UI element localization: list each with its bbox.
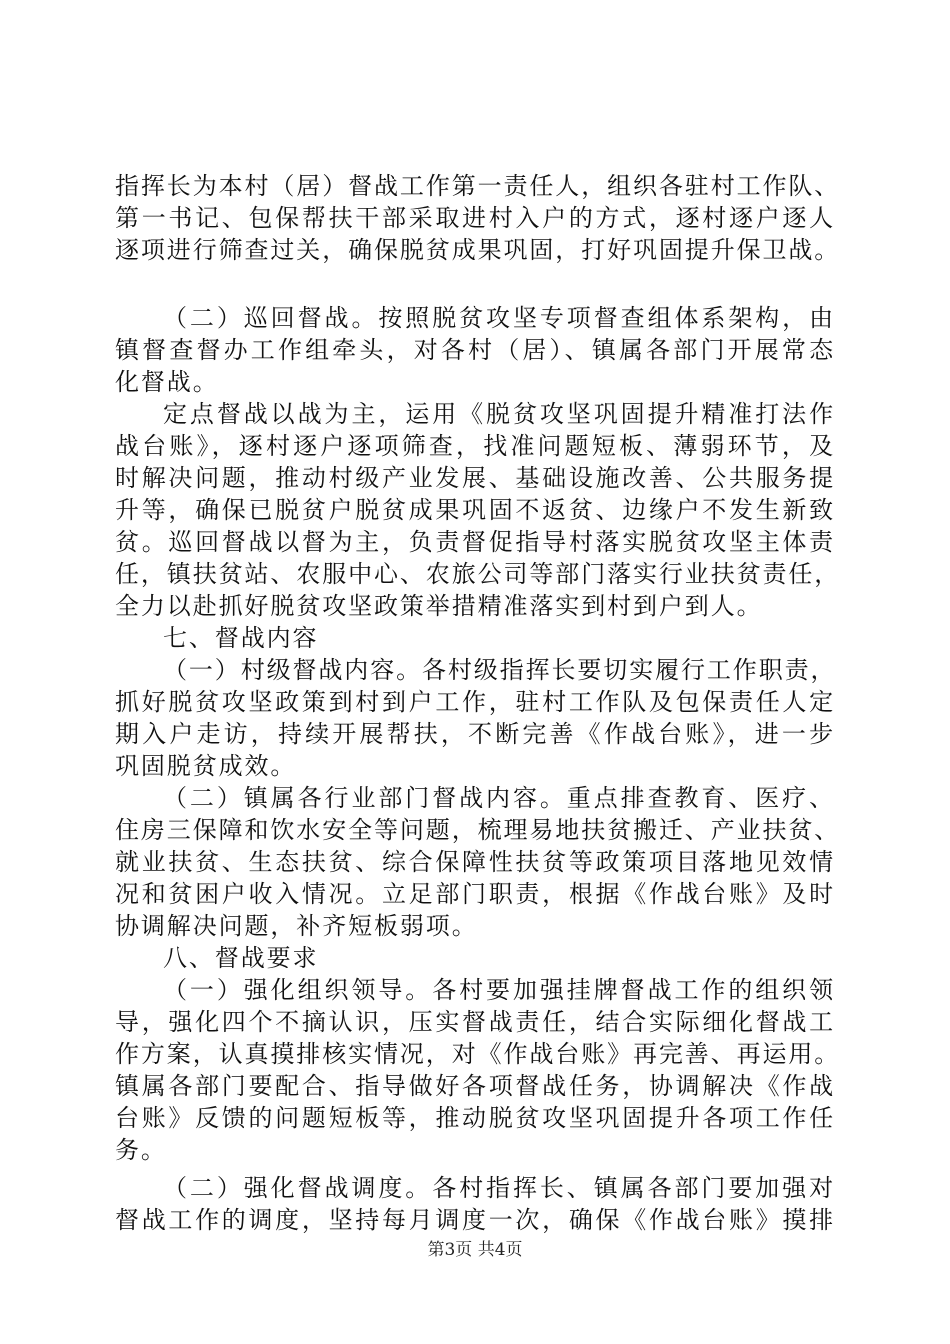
text-line: （二）强化督战调度。各村指挥长、镇属各部门要加强对 bbox=[163, 1174, 835, 1202]
section-heading: 七、督战内容 bbox=[163, 624, 319, 652]
text-line: 作方案，认真摸排核实情况，对《作战台账》再完善、再运用。 bbox=[115, 1040, 841, 1068]
text-line: 化督战。 bbox=[115, 368, 219, 396]
text-line: 就业扶贫、生态扶贫、综合保障性扶贫等政策项目落地见效情 bbox=[115, 848, 835, 876]
section-heading: 八、督战要求 bbox=[163, 944, 319, 972]
document-body bbox=[115, 170, 841, 1236]
text-line: 协调解决问题，补齐短板弱项。 bbox=[115, 912, 478, 940]
text-line: （二）镇属各行业部门督战内容。重点排查教育、医疗、 bbox=[163, 784, 835, 812]
text-line: 指挥长为本村（居）督战工作第一责任人，组织各驻村工作队、 bbox=[115, 172, 841, 200]
text-line: （一）村级督战内容。各村级指挥长要切实履行工作职责， bbox=[163, 656, 837, 684]
text-line: 况和贫困户收入情况。立足部门职责，根据《作战台账》及时 bbox=[115, 880, 835, 908]
page-number-footer: 第3页 共4页 bbox=[427, 1240, 523, 1260]
text-line: 务。 bbox=[115, 1136, 167, 1164]
text-line: 抓好脱贫攻坚政策到村到户工作，驻村工作队及包保责任人定 bbox=[115, 688, 835, 716]
text-line: 贫。巡回督战以督为主，负责督促指导村落实脱贫攻坚主体责 bbox=[115, 528, 835, 556]
text-line: （二）巡回督战。按照脱贫攻坚专项督查组体系架构，由 bbox=[163, 304, 835, 332]
text-line: 逐项进行筛查过关，确保脱贫成果巩固，打好巩固提升保卫战。 bbox=[115, 236, 841, 264]
text-line: 导，强化四个不摘认识，压实督战责任，结合实际细化督战工 bbox=[115, 1008, 835, 1036]
text-line: 督战工作的调度，坚持每月调度一次，确保《作战台账》摸排 bbox=[115, 1206, 835, 1234]
text-line: 战台账》，逐村逐户逐项筛查，找准问题短板、薄弱环节，及 bbox=[115, 432, 835, 460]
text-line: 全力以赴抓好脱贫攻坚政策举措精准落实到村到户到人。 bbox=[115, 592, 763, 620]
paragraph-gap bbox=[115, 266, 835, 302]
text-line: 任，镇扶贫站、农服中心、农旅公司等部门落实行业扶贫责任， bbox=[115, 560, 841, 588]
text-line: 第一书记、包保帮扶干部采取进村入户的方式，逐村逐户逐人 bbox=[115, 204, 835, 232]
text-line: 镇属各部门要配合、指导做好各项督战任务，协调解决《作战 bbox=[115, 1072, 835, 1100]
text-line: 期入户走访，持续开展帮扶，不断完善《作战台账》，进一步 bbox=[115, 720, 835, 748]
text-line: 时解决问题，推动村级产业发展、基础设施改善、公共服务提 bbox=[115, 464, 835, 492]
text-line: 住房三保障和饮水安全等问题，梳理易地扶贫搬迁、产业扶贫、 bbox=[115, 816, 841, 844]
text-line: （一）强化组织领导。各村要加强挂牌督战工作的组织领 bbox=[163, 976, 835, 1004]
text-line: 升等，确保已脱贫户脱贫成果巩固不返贫、边缘户不发生新致 bbox=[115, 496, 835, 524]
text-line: 镇督查督办工作组牵头，对各村（居）、镇属各部门开展常态 bbox=[115, 336, 835, 364]
text-line: 定点督战以战为主，运用《脱贫攻坚巩固提升精准打法作 bbox=[163, 400, 835, 428]
text-line: 台账》反馈的问题短板等，推动脱贫攻坚巩固提升各项工作任 bbox=[115, 1104, 835, 1132]
text-line: 巩固脱贫成效。 bbox=[115, 752, 297, 780]
